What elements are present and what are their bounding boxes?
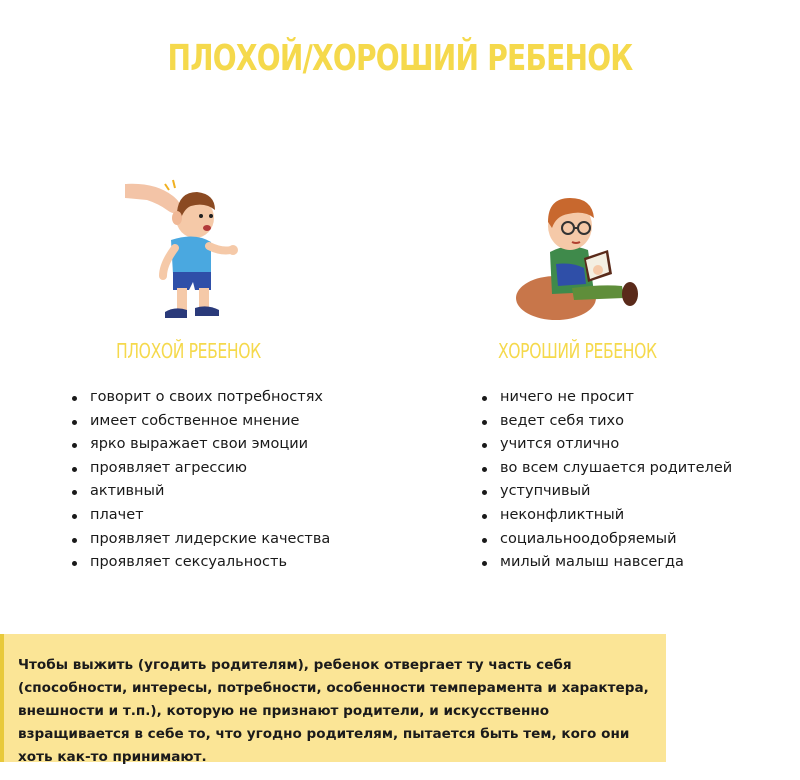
list-item: милый малыш навсегда: [482, 551, 732, 575]
list-item: во всем слушается родителей: [482, 457, 732, 481]
list-item: говорит о своих потребностях: [72, 386, 330, 410]
page-title: ПЛОХОЙ/ХОРОШИЙ РЕБЕНОК: [167, 38, 633, 79]
bad-child-illustration: [125, 178, 255, 330]
good-child-list: [482, 386, 732, 575]
note-box: [0, 634, 666, 765]
good-child-heading: ХОРОШИЙ РЕБЕНОК: [498, 339, 657, 363]
list-item: плачет: [72, 504, 330, 528]
note-accent-bar: [0, 634, 4, 762]
list-item: учится отлично: [482, 433, 732, 457]
bad-child-list: [72, 386, 330, 575]
note-text: Чтобы выжить (угодить родителям), ребенок отвергает ту часть себя (способности, интересы, потребности, особенности темперамента и характера, внешности и т.п.), которую не признают родители, и искусственно взращивается в себе то, что угодно родителям, пытается быть тем, кого они хоть как-то принимают.: [18, 657, 649, 765]
list-item: проявляет сексуальность: [72, 551, 330, 575]
list-item: социальноодобряемый: [482, 528, 732, 552]
list-item: ярко выражает свои эмоции: [72, 433, 330, 457]
list-item: неконфликтный: [482, 504, 732, 528]
list-item: проявляет агрессию: [72, 457, 330, 481]
list-item: ведет себя тихо: [482, 410, 732, 434]
good-child-illustration: [512, 188, 662, 320]
list-item: имеет собственное мнение: [72, 410, 330, 434]
list-item: ничего не просит: [482, 386, 732, 410]
list-item: уступчивый: [482, 480, 732, 504]
list-item: проявляет лидерские качества: [72, 528, 330, 552]
bad-child-heading: ПЛОХОЙ РЕБЕНОК: [116, 339, 261, 363]
list-item: активный: [72, 480, 330, 504]
